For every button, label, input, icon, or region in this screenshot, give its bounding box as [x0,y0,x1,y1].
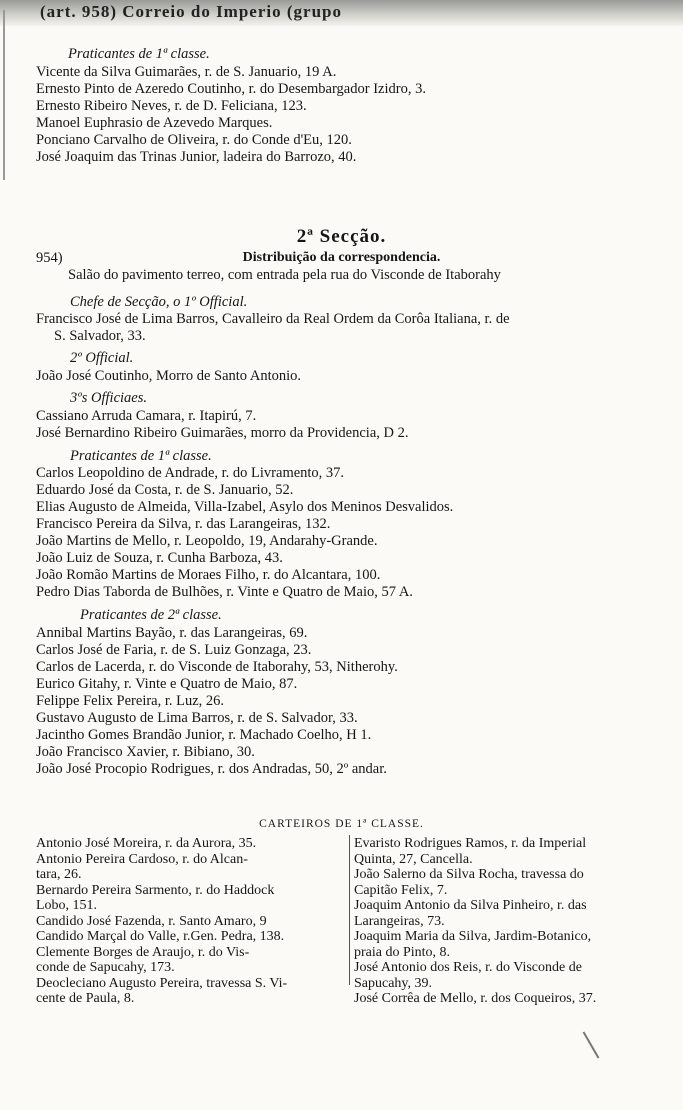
list-item: Ernesto Ribeiro Neves, r. de D. Feliciana, 123. [36,98,307,114]
list-item: José Bernardino Ribeiro Guimarães, morro da Providencia, D 2. [36,425,409,441]
list-item: José Antonio dos Reis, r. do Visconde de [354,960,582,975]
list-item: cente de Paula, 8. [36,991,135,1006]
list-item: Candido Marçal do Valle, r.Gen. Pedra, 138. [36,929,285,944]
list-item: Elias Augusto de Almeida, Villa-Izabel, Asylo dos Meninos Desvalidos. [36,499,454,515]
list-item: Carlos Leopoldino de Andrade, r. do Livramento, 37. [36,465,345,481]
list-item: Carlos de Lacerda, r. do Visconde de Itaborahy, 53, Nitherohy. [36,659,398,675]
list-item: Manoel Euphrasio de Azevedo Marques. [36,115,273,131]
ink-mark [583,1032,600,1059]
list-item: tara, 26. [36,867,82,882]
list-item: Pedro Dias Taborda de Bulhões, r. Vinte e Quatro de Maio, 57 A. [36,584,413,600]
list-item: praia do Pinto, 8. [354,945,451,960]
list-item: Candido José Fazenda, r. Santo Amaro, 9 [36,914,267,929]
page-header: (art. 958) Correio do Imperio (grupo [40,2,342,21]
margin-mark [3,10,5,180]
list-item: Bernardo Pereira Sarmento, r. do Haddock [36,883,275,898]
list-item: João José Procopio Rodrigues, r. dos Andradas, 50, 2º andar. [36,761,387,777]
official3-title: 3ºs Officiaes. [70,390,147,406]
list-item: Joaquim Antonio da Silva Pinheiro, r. das [354,898,587,913]
list-item: José Joaquim das Trinas Junior, ladeira do Barrozo, 40. [36,149,357,165]
list-item: Evaristo Rodrigues Ramos, r. da Imperial [354,836,587,851]
list-item: Francisco Pereira da Silva, r. das Larangeiras, 132. [36,516,331,532]
list-item: Antonio José Moreira, r. da Aurora, 35. [36,836,257,851]
list-item: conde de Sapucahy, 173. [36,960,175,975]
list-item: Antonio Pereira Cardoso, r. do Alcan- [36,852,248,867]
section-subtitle: Distribuição da correspondencia. [242,250,441,265]
list-item: João Romão Martins de Moraes Filho, r. do Alcantara, 100. [36,567,381,583]
section1-title: Praticantes de 1ª classe. [68,46,210,62]
list-item: João Luiz de Souza, r. Cunha Barboza, 43. [36,550,283,566]
carteiros-title: CARTEIROS DE 1ª CLASSE. [259,818,424,830]
list-item: Annibal Martins Bayão, r. das Larangeiras, 69. [36,625,308,641]
list-item: Gustavo Augusto de Lima Barros, r. de S. Salvador, 33. [36,710,358,726]
list-item: Capitão Felix, 7. [354,883,448,898]
list-item: Clemente Borges de Araujo, r. do Vis- [36,945,250,960]
section-number: 954) [36,250,63,266]
list-item: Larangeiras, 73. [354,914,445,929]
list-item: João Salerno da Silva Rocha, travessa do [354,867,584,882]
list-item: Ernesto Pinto de Azeredo Coutinho, r. do Desembargador Izidro, 3. [36,81,426,97]
list-item: João José Coutinho, Morro de Santo Antonio. [36,368,302,384]
list-item: Eduardo José da Costa, r. de S. Januario, 52. [36,482,294,498]
section-location: Salão do pavimento terreo, com entrada pela rua do Visconde de Itaborahy [68,267,501,283]
list-item: João Francisco Xavier, r. Bibiano, 30. [36,744,255,760]
list-item: Deocleciano Augusto Pereira, travessa S. Vi- [36,976,288,991]
list-item: Jacintho Gomes Brandão Junior, r. Machado Coelho, H 1. [36,727,372,743]
list-item: Quinta, 27, Cancella. [354,852,473,867]
list-item: Cassiano Arruda Camara, r. Itapirú, 7. [36,408,257,424]
list-item: Joaquim Maria da Silva, Jardim-Botanico, [354,929,592,944]
prat2-title: Praticantes de 2ª classe. [80,607,222,623]
list-item: Eurico Gitahy, r. Vinte e Quatro de Maio, 87. [36,676,298,692]
list-item: Felippe Felix Pereira, r. Luz, 26. [36,693,225,709]
section-heading: 2ª Secção. [296,226,387,247]
chefe-line: S. Salvador, 33. [54,328,146,344]
list-item: Carlos José de Faria, r. de S. Luiz Gonzaga, 23. [36,642,312,658]
list-item: Lobo, 151. [36,898,98,913]
list-item: Ponciano Carvalho de Oliveira, r. do Conde d'Eu, 120. [36,132,352,148]
official2-title: 2º Official. [70,350,134,366]
list-item: José Corrêa de Mello, r. dos Coqueiros, 37. [354,991,597,1006]
chefe-line: Francisco José de Lima Barros, Cavalleiro da Real Ordem da Corôa Italiana, r. de [36,311,510,327]
list-item: Sapucahy, 39. [354,976,433,991]
list-item: João Martins de Mello, r. Leopoldo, 19, Andarahy-Grande. [36,533,378,549]
prat1-title: Praticantes de 1ª classe. [70,448,212,464]
chefe-title: Chefe de Secção, o 1º Official. [70,294,248,310]
column-divider [349,835,350,985]
list-item: Vicente da Silva Guimarães, r. de S. Januario, 19 A. [36,64,337,80]
